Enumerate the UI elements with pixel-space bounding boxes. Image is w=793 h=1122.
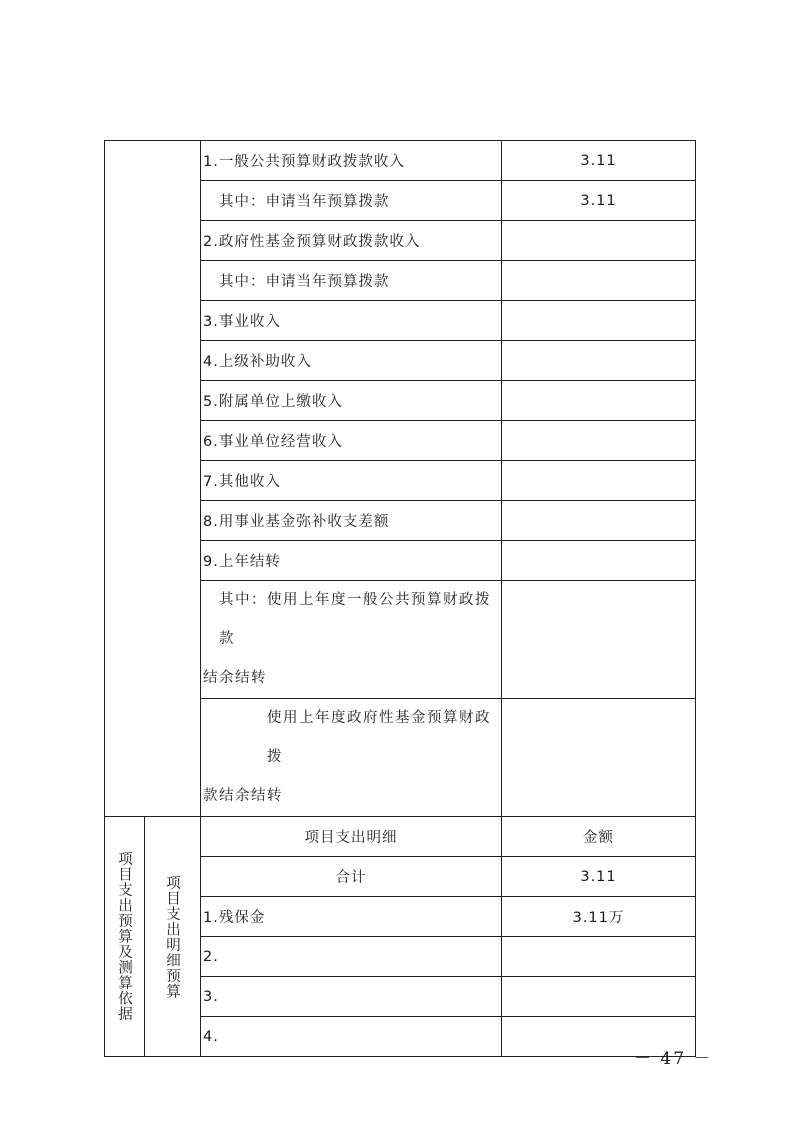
label-line-2: 款结余结转 [203, 788, 283, 804]
row-label: 其中：申请当年预算拨款 [201, 261, 502, 301]
row-label: 2.政府性基金预算财政拨款收入 [201, 221, 502, 261]
row-value: 3.11 [502, 181, 696, 221]
budget-table [104, 140, 696, 1057]
row-label: 9.上年结转 [201, 541, 502, 581]
row-value [502, 581, 696, 699]
row-value [502, 501, 696, 541]
row-value [502, 461, 696, 501]
row-value: 3.11 [502, 141, 696, 181]
label-line-1: 使用上年度政府性基金预算财政拨 [267, 710, 491, 765]
row-value: 3.11万 [502, 897, 696, 937]
row-value [502, 541, 696, 581]
section-label-outer: 项目支出预算及测算依据 [105, 817, 145, 1057]
header-amount: 金额 [502, 817, 696, 857]
section-label-inner: 项目支出明细预算 [145, 817, 201, 1057]
row-value [502, 341, 696, 381]
row-value [502, 421, 696, 461]
blank-label-cell [105, 141, 201, 817]
row-value [502, 977, 696, 1017]
table-row [105, 817, 696, 857]
row-label-multiline [201, 581, 502, 699]
page-number: － 47 － [634, 1049, 713, 1069]
row-label: 7.其他收入 [201, 461, 502, 501]
row-label: 其中：申请当年预算拨款 [201, 181, 502, 221]
header-item: 项目支出明细 [201, 817, 502, 857]
row-label: 4.上级补助收入 [201, 341, 502, 381]
row-label: 2. [201, 937, 502, 977]
total-label: 合计 [201, 857, 502, 897]
row-label: 3.事业收入 [201, 301, 502, 341]
row-label: 6.事业单位经营收入 [201, 421, 502, 461]
row-label: 3. [201, 977, 502, 1017]
row-value [502, 301, 696, 341]
row-value [502, 381, 696, 421]
total-value: 3.11 [502, 857, 696, 897]
row-label: 1.残保金 [201, 897, 502, 937]
row-label-multiline [201, 699, 502, 817]
row-label: 1.一般公共预算财政拨款收入 [201, 141, 502, 181]
row-value [502, 221, 696, 261]
label-line-2: 结余结转 [203, 670, 267, 686]
table-row [105, 141, 696, 181]
row-value [502, 261, 696, 301]
row-value [502, 699, 696, 817]
row-label: 5.附属单位上缴收入 [201, 381, 502, 421]
label-line-1: 其中：使用上年度一般公共预算财政拨款 [219, 592, 491, 647]
row-label: 8.用事业基金弥补收支差额 [201, 501, 502, 541]
row-value [502, 937, 696, 977]
row-label: 4. [201, 1017, 502, 1057]
